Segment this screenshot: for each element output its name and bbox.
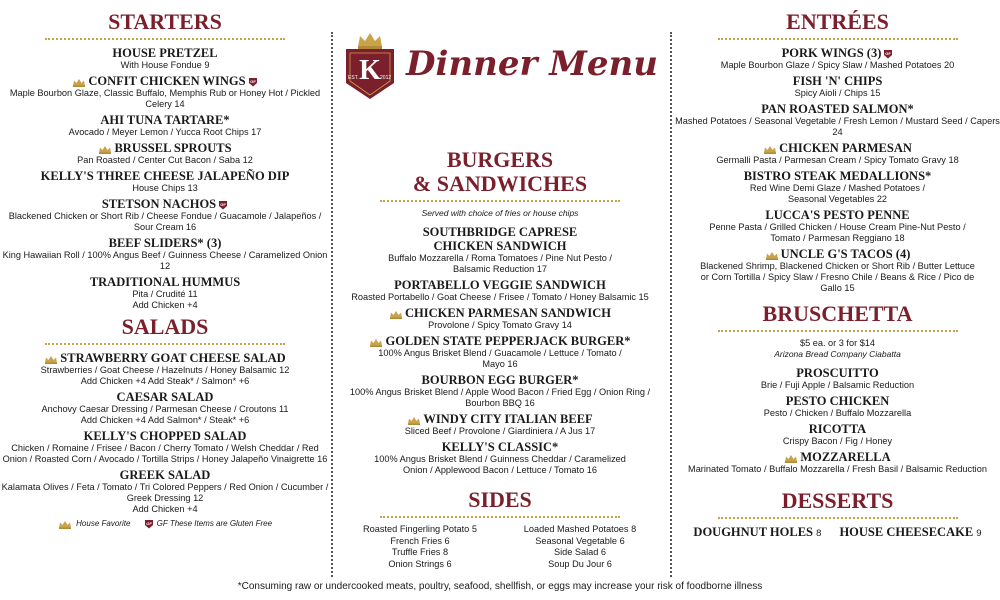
divider: [45, 343, 285, 345]
menu-item: [675, 169, 1000, 205]
sides-heading: SIDES: [468, 487, 532, 512]
burgers-heading-line1: BURGERS: [446, 147, 554, 172]
menu-item: [0, 169, 330, 194]
menu-item: [335, 334, 665, 370]
item-name-line2: CHICKEN SANDWICH: [433, 239, 567, 253]
item-name: PORK WINGS (3): [781, 46, 882, 60]
dessert-name: HOUSE CHEESECAKE: [839, 525, 974, 539]
menu-item: [675, 102, 1000, 138]
menu-item: [675, 74, 1000, 99]
crown-icon: [58, 520, 72, 529]
item-addon: Add Chicken +4: [132, 504, 198, 514]
item-desc: Red Wine Demi Glaze / Mashed Potatoes / Seasonal Vegetables 22: [749, 183, 926, 204]
item-desc: Maple Bourbon Glaze, Classic Buffalo, Memphis Rub or Honey Hot / Pickled Celery 14: [9, 88, 321, 109]
item-name: UNCLE G'S TACOS (4): [780, 247, 911, 261]
crown-icon: [44, 355, 58, 364]
menu-item: [0, 46, 330, 71]
sides-left: [345, 524, 495, 570]
item-name: KELLY'S THREE CHEESE JALAPEÑO DIP: [40, 169, 290, 183]
bruschetta-note: Arizona Bread Company Ciabatta: [774, 349, 901, 359]
item-name: KELLY'S CLASSIC*: [441, 440, 559, 454]
item-name: CHICKEN PARMESAN: [779, 141, 912, 155]
item-name: PROSCUITTO: [796, 366, 879, 380]
item-desc: Provolone / Spicy Tomato Gravy 14: [428, 320, 572, 330]
item-addon: Add Chicken +4: [132, 300, 198, 310]
crown-icon: [98, 145, 112, 154]
menu-item: [335, 440, 665, 476]
item-desc: King Hawaiian Roll / 100% Angus Beef / Guinness Cheese / Caramelized Onion 12: [2, 250, 328, 271]
column-divider-left: [331, 32, 333, 577]
menu-item: [675, 141, 1000, 166]
item-desc: Sliced Beef / Provolone / Giardiniera / A Jus 17: [404, 426, 596, 436]
item-desc: Kalamata Olives / Feta / Tomato / Tri Colored Peppers / Red Onion / Cucumber / Greek Dressing 12: [1, 482, 329, 503]
crown-icon: [763, 145, 777, 154]
item-desc: Maple Bourbon Glaze / Spicy Slaw / Mashed Potatoes 20: [720, 60, 955, 70]
item-desc: Mashed Potatoes / Seasonal Vegetable / Fresh Lemon / Mustard Seed / Capers 24: [675, 116, 1000, 137]
item-desc: 100% Angus Brisket Blend / Guinness Cheddar / Caramelized Onion / Applewood Bacon / Lettuce / Tomato 16: [374, 454, 626, 475]
menu-item: [675, 450, 1000, 475]
left-column: [0, 10, 330, 529]
dessert-price: 8: [816, 528, 822, 539]
item-name: SOUTHBRIDGE CAPRESE: [422, 225, 578, 239]
dessert-item: [693, 525, 821, 540]
item-name: FISH 'N' CHIPS: [792, 74, 883, 88]
dessert-item: [839, 525, 981, 540]
item-desc: Pesto / Chicken / Buffalo Mozzarella: [763, 408, 912, 418]
k-shield-logo: [342, 31, 398, 97]
menu-item: [0, 275, 330, 311]
item-name: BOURBON EGG BURGER*: [421, 373, 579, 387]
crown-icon: [765, 251, 779, 260]
gluten-free-icon: [883, 49, 893, 59]
item-name: RICOTTA: [808, 422, 867, 436]
menu-item: [335, 278, 665, 303]
item-name: HOUSE PRETZEL: [112, 46, 218, 60]
item-name: CONFIT CHICKEN WINGS: [88, 74, 246, 88]
menu-item: [335, 306, 665, 331]
item-desc: Blackened Chicken or Short Rib / Cheese Fondue / Guacamole / Jalapeños / Sour Cream 16: [8, 211, 322, 232]
desserts-heading: DESSERTS: [781, 488, 894, 513]
crown-icon: [784, 454, 798, 463]
item-desc: Chicken / Romaine / Frisee / Bacon / Cherry Tomato / Welsh Cheddar / Red Onion / Roasted Corn / Avocado / Tortilla Strips / Honey Jalapeño Vinaigrette 16: [2, 443, 328, 464]
divider: [718, 38, 958, 40]
menu-item: [0, 141, 330, 166]
legend-favorite: House Favorite: [76, 519, 131, 529]
legend-gluten-free: GF These Items are Gluten Free: [156, 519, 273, 529]
gluten-free-icon: [218, 200, 228, 210]
menu-item: [335, 412, 665, 437]
center-column: [335, 10, 665, 570]
item-name: WINDY CITY ITALIAN BEEF: [423, 412, 593, 426]
item-desc: Blackened Shrimp, Blackened Chicken or Short Rib / Butter Lettuce or Corn Tortilla / Spicy Slaw / Fresno Chile / Beans & Rice / Pico de Gallo 15: [700, 261, 975, 293]
menu-item: [0, 236, 330, 272]
item-desc: 100% Angus Brisket Blend / Guacamole / Lettuce / Tomato / Mayo 16: [378, 348, 622, 369]
item-name: STETSON NACHOS: [101, 197, 217, 211]
menu-item: [0, 351, 330, 387]
bruschetta-price: $5 ea. or 3 for $14: [799, 338, 876, 348]
side-item: Soup Du Jour 6: [548, 558, 612, 569]
logo-letter: K: [359, 55, 381, 86]
allergy-disclaimer: *Consuming raw or undercooked meats, poultry, seafood, shellfish, or eggs may increase your risk of foodborne illness: [237, 581, 763, 592]
side-item: Truffle Fries 8: [391, 547, 449, 557]
side-item: Loaded Mashed Potatoes 8: [523, 524, 637, 534]
divider: [718, 330, 958, 332]
item-desc: Brie / Fuji Apple / Balsamic Reduction: [760, 380, 915, 390]
divider: [380, 200, 620, 202]
right-column: [675, 10, 1000, 540]
item-name: BISTRO STEAK MEDALLIONS*: [743, 169, 932, 183]
sides-list: [335, 524, 665, 570]
divider: [718, 517, 958, 519]
side-item: Roasted Fingerling Potato 5: [363, 524, 477, 534]
item-desc: With House Fondue 9: [120, 60, 210, 70]
item-name: KELLY'S CHOPPED SALAD: [83, 429, 247, 443]
item-desc: Crispy Bacon / Fig / Honey: [782, 436, 893, 446]
menu-item: [335, 225, 665, 275]
menu-item: [0, 74, 330, 110]
item-name: AHI TUNA TARTARE*: [100, 113, 230, 127]
menu-item: [0, 468, 330, 515]
divider: [45, 38, 285, 40]
menu-item: [0, 390, 330, 426]
salads-heading: SALADS: [121, 314, 209, 339]
menu-item: [675, 46, 1000, 71]
item-desc: Strawberries / Goat Cheese / Hazelnuts / Honey Balsamic 12: [40, 365, 290, 375]
desserts-list: [675, 525, 1000, 540]
menu-item: [0, 429, 330, 465]
item-addon: Add Chicken +4 Add Steak* / Salmon* +6: [80, 376, 250, 386]
menu-item: [675, 366, 1000, 391]
side-item: French Fries 6: [390, 535, 450, 546]
item-name: CAESAR SALAD: [116, 390, 214, 404]
logo-year: 2012: [380, 75, 392, 81]
menu-title: Dinner Menu: [406, 44, 658, 84]
entrees-heading: ENTRÉES: [786, 9, 889, 34]
column-divider-right: [670, 32, 672, 577]
item-desc: Buffalo Mozzarella / Roma Tomatoes / Pine Nut Pesto / Balsamic Reduction 17: [388, 253, 612, 274]
item-name: BEEF SLIDERS* (3): [108, 236, 222, 250]
crown-icon: [389, 310, 403, 319]
legend: [0, 519, 330, 529]
item-name: STRAWBERRY GOAT CHEESE SALAD: [60, 351, 286, 365]
menu-item: [675, 247, 1000, 294]
menu-item: [0, 197, 330, 233]
item-name: LUCCA'S PESTO PENNE: [765, 208, 910, 222]
item-desc: Pita / Crudité 11: [132, 289, 198, 299]
menu-item: [675, 394, 1000, 419]
burgers-note: Served with choice of fries or house chips: [421, 208, 579, 218]
burgers-heading-line2: & SANDWICHES: [412, 171, 588, 196]
divider: [380, 516, 620, 518]
item-desc: Pan Roasted / Center Cut Bacon / Saba 12: [77, 155, 253, 165]
item-name: TRADITIONAL HUMMUS: [89, 275, 241, 289]
item-name: PAN ROASTED SALMON*: [761, 102, 914, 116]
crown-icon: [72, 78, 86, 87]
menu-item: [675, 208, 1000, 244]
item-desc: House Chips 13: [132, 183, 198, 193]
side-item: Side Salad 6: [553, 547, 607, 557]
item-addon: Add Chicken +4 Add Salmon* / Steak* +6: [80, 415, 250, 425]
crown-icon: [407, 416, 421, 425]
item-name: PESTO CHICKEN: [785, 394, 890, 408]
dessert-name: DOUGHNUT HOLES: [693, 525, 814, 539]
gluten-free-icon: [144, 519, 154, 529]
item-name: GREEK SALAD: [119, 468, 211, 482]
crown-icon: [369, 338, 383, 347]
gluten-free-icon: [248, 77, 258, 87]
item-desc: Marinated Tomato / Buffalo Mozzarella / Fresh Basil / Balsamic Reduction: [688, 464, 987, 474]
item-desc: Anchovy Caesar Dressing / Parmesan Cheese / Croutons 11: [41, 404, 289, 414]
side-item: Onion Strings 6: [388, 558, 452, 569]
item-name: PORTABELLO VEGGIE SANDWICH: [394, 278, 606, 292]
menu-item: [335, 373, 665, 409]
bruschetta-heading: BRUSCHETTA: [762, 301, 913, 326]
item-desc: 100% Angus Brisket Blend / Apple Wood Bacon / Fried Egg / Onion Ring / Bourbon BBQ 16: [349, 387, 651, 408]
item-name: GOLDEN STATE PEPPERJACK BURGER*: [385, 334, 631, 348]
logo-est: EST.: [348, 75, 359, 81]
item-desc: Penne Pasta / Grilled Chicken / House Cream Pine-Nut Pesto / Tomato / Parmesan Reggiano 18: [709, 222, 966, 243]
side-item: Seasonal Vegetable 6: [535, 535, 625, 546]
menu-item: [0, 113, 330, 138]
starters-heading: STARTERS: [108, 9, 222, 34]
sides-right: [505, 524, 655, 570]
item-desc: Roasted Portabello / Goat Cheese / Frisee / Tomato / Honey Balsamic 15: [351, 292, 649, 302]
item-desc: Germalli Pasta / Parmesan Cream / Spicy Tomato Gravy 18: [716, 155, 959, 165]
item-desc: Spicy Aioli / Chips 15: [794, 88, 881, 98]
menu-item: [675, 422, 1000, 447]
item-desc: Avocado / Meyer Lemon / Yucca Root Chips 17: [68, 127, 262, 137]
dessert-price: 9: [976, 528, 982, 539]
item-name: CHICKEN PARMESAN SANDWICH: [404, 306, 612, 320]
item-name: MOZZARELLA: [800, 450, 891, 464]
item-name: BRUSSEL SPROUTS: [114, 141, 232, 155]
brand-logo: [335, 14, 665, 114]
